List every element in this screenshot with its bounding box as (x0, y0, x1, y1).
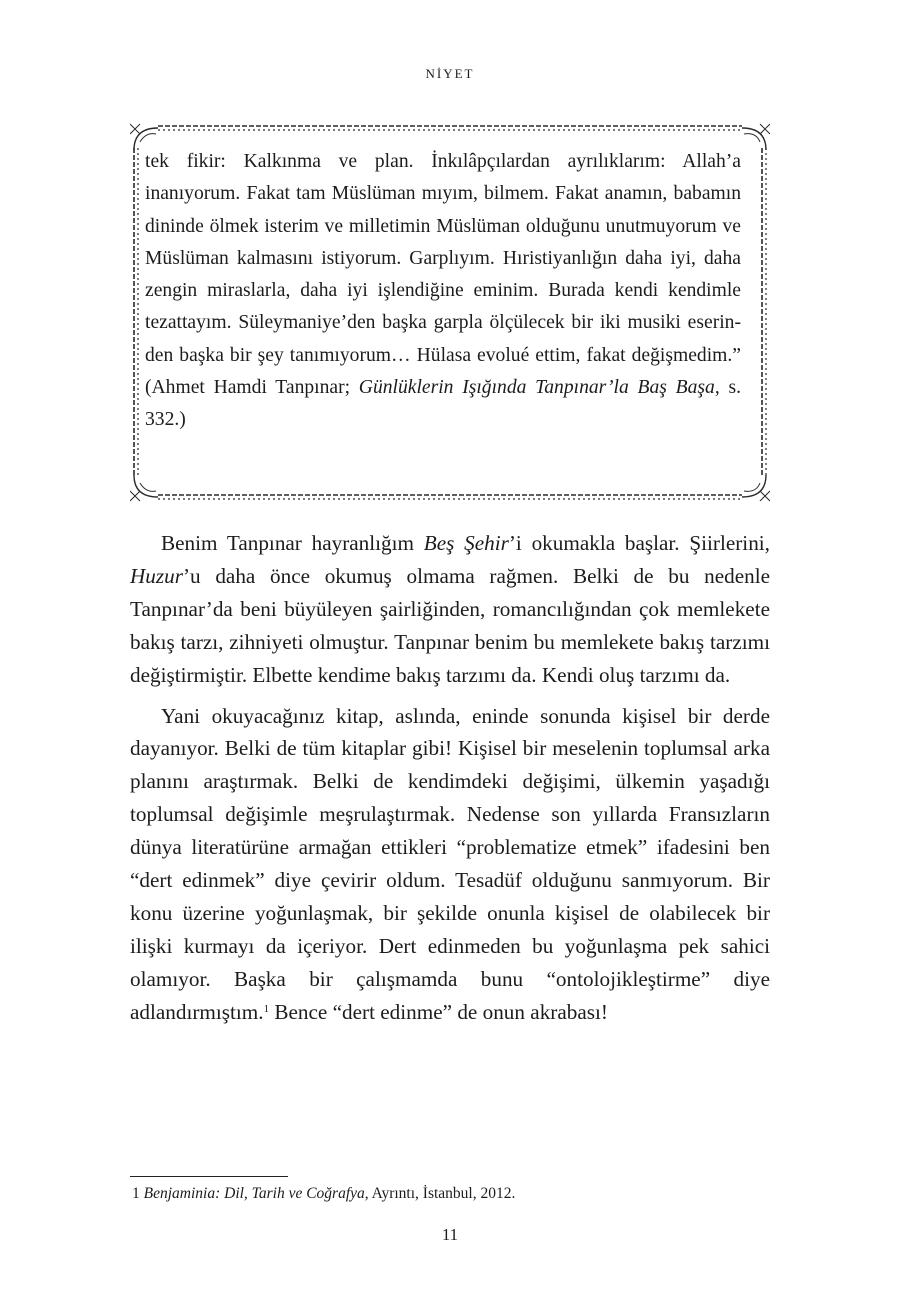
text-span: Yani okuyacağınız kitap, aslında, eninde sonunda kişisel bir derde dayanıyor. Belki de tüm kitaplar gibi! Kişisel bir meselenin toplumsal arka planını araştırmak. Belki de kendimdeki değişimi, ülkemin yaşadığı toplumsal değişimle meşrulaştırmak. Nedense son yıllarda Fransızların dünya literatürüne armağan ettikleri “problematize etmek” ifadesini ben “dert edinmek” diye çevirir oldum. Tesadüf olduğunu sanmıyorum. Bir konu üzerine yoğunlaşmak, bir şekilde onunla kişisel de olabilecek bir ilişki kurmayı da içeriyor. Dert edinmeden bu yoğunlaşma pek sahici olamıyor. Başka bir çalışmamda bunu “ontolojikleştirme” diye adlandırmıştım. (130, 703, 770, 1024)
footnote-number: 1 (132, 1185, 140, 1202)
footnote-reference[interactable]: 1 (263, 1002, 270, 1015)
paragraph-2 (130, 700, 770, 1029)
book-title-bes-sehir: Beş Şehir (423, 531, 509, 555)
text-span: Benim Tanpınar hayranlığım (161, 531, 424, 555)
page-number: 11 (441, 1225, 459, 1244)
footnote (132, 1183, 772, 1205)
quote-segment: tek fikir: Kalkınma ve plan. İnkılâpçılardan ayrılıklarım: Allah’a inanıyorum. Fakat tam Müslüman mıyım, bilmem. Fakat anamın, babamın dininde ölmek isterim ve milletimin Müslüman olduğunu unutmuyorum ve Müslüman kalmasını istiyorum. Garplıyım. Hıristiyanlığın daha iyi, daha zengin miraslarla, daha iyi işlendiğine eminim. Burada kendi kendimle tezattayım. Süleymaniye’den başka garpla ölçülecek bir iki musiki eserinden başka bir şey tanımıyorum… Hülasa evolué ettim, fakat değişmedim.” (Ahmet Hamdi Tanpınar; (145, 151, 741, 399)
footnote-divider (130, 1176, 288, 1177)
body-text (130, 527, 770, 1029)
paragraph-1 (130, 527, 770, 692)
running-head: NİYET (425, 66, 475, 81)
quote-paragraph (145, 146, 741, 437)
text-span: ’i okumakla başlar. Şiirlerini, (508, 531, 770, 555)
book-title-huzur: Huzur (130, 563, 183, 588)
footnote-title: Benjaminia: Dil, Tarih ve Coğrafya (143, 1185, 365, 1202)
footnote-details: , Ayrıntı, İstanbul, 2012. (364, 1185, 516, 1202)
quote-segment: , s. 332.) (145, 377, 741, 431)
quote-text (145, 146, 741, 437)
text-span: Bence “dert edinme” de onun akrabası! (269, 999, 608, 1024)
text-span: ’u daha önce okumuş olmama rağmen. Belki de bu nedenle Tanpınar’da beni büyüleyen şairliğinden, romancılığından çok memlekete bakış tarzı, zihniyeti olmuştur. Tanpınar benim bu memlekete bakış tarzımı değiştirmiştir. Elbette kendime bakış tarzımı da. Kendi oluş tarzımı da. (130, 563, 770, 687)
quote-source-title: Günlüklerin Işığında Tanpınar’la Baş Başa (358, 377, 715, 399)
